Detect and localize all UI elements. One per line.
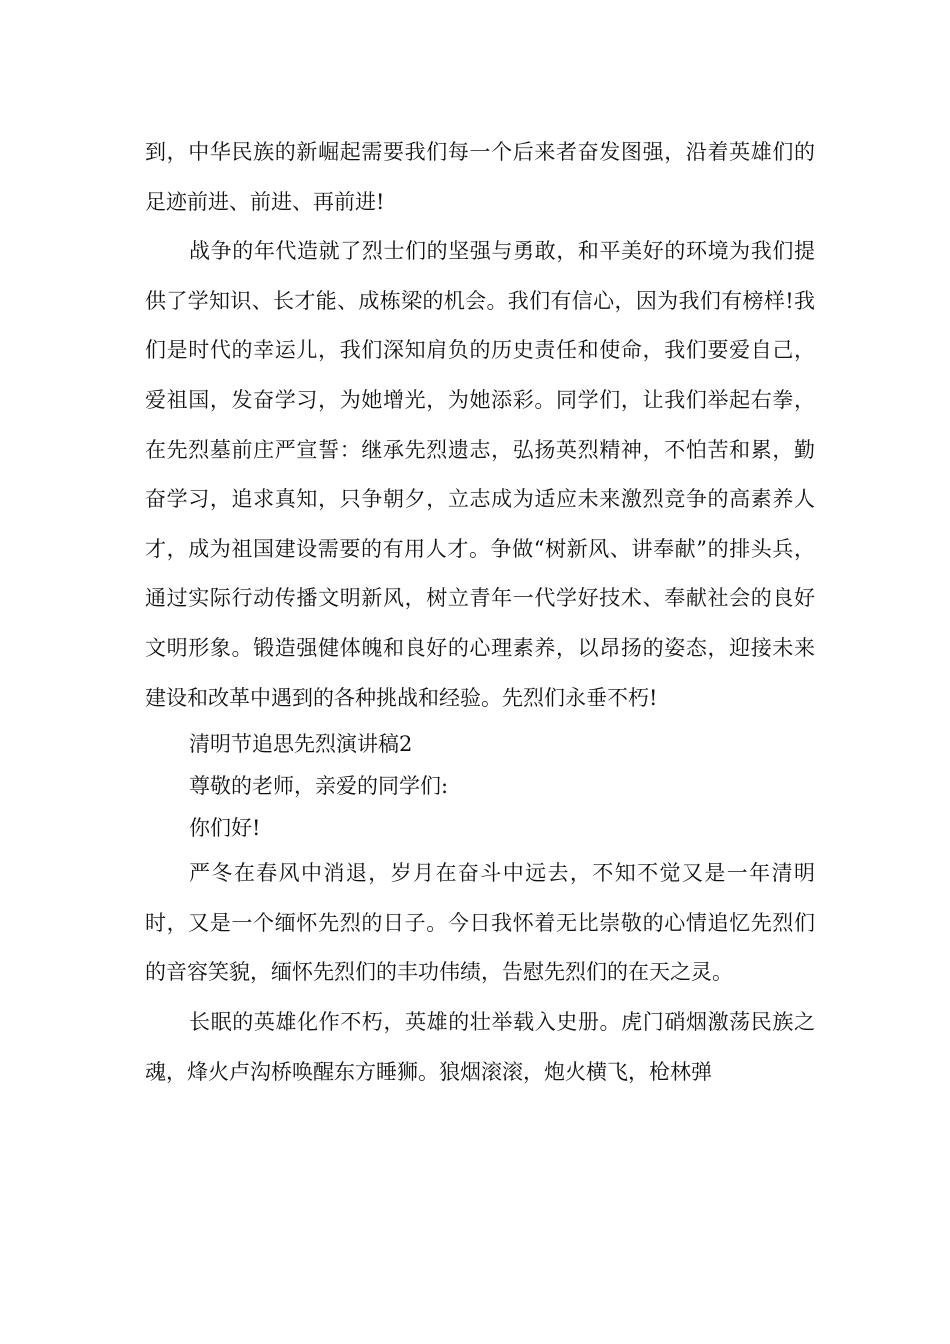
salutation: 尊敬的老师，亲爱的同学们:: [189, 774, 449, 799]
paragraph-war-era: 战争的年代造就了烈士们的坚强与勇敢，和平美好的环境为我们提供了学知识、长才能、成栋梁的机会。我们有信心，因为我们有榜样!我们是时代的幸运儿，我们深知肩负的历史责任和使命，我们要爱自己，爱祖国，发奋学习，为她增光，为她添彩。同学们，让我们举起右拳，在先烈墓前庄严宣誓：继承先烈遗志，弘扬英烈精神，不怕苦和累，勤奋学习，追求真知，只争朝夕，立志成为适应未来激烈竞争的高素养人才，成为祖国建设需要的有用人才。争做“树新风、讲奉献”的排头兵，通过实际行动传播文明新风，树立青年一代学好技术、奉献社会的良好文明形象。锻造强健体魄和良好的心理素养，以昂扬的姿态，迎接未来建设和改革中遇到的各种挑战和经验。先烈们永垂不朽!: [145, 239, 815, 710]
paragraph-continuation: 到，中华民族的新崛起需要我们每一个后来者奋发图强，沿着英雄们的足迹前进、前进、再前进!: [145, 140, 815, 214]
greeting: 你们好!: [189, 816, 261, 841]
paragraph-heroes: 长眠的英雄化作不朽，英雄的壮举载入史册。虎门硝烟激荡民族之魂，烽火卢沟桥唤醒东方睡狮。狼烟滚滚，炮火横飞，枪林弹: [145, 1009, 815, 1084]
paragraph-qingming: 严冬在春风中消退，岁月在奋斗中远去，不知不觉又是一年清明时，又是一个缅怀先烈的日子。今日我怀着无比崇敬的心情追忆先烈们的音容笑貌，缅怀先烈们的丰功伟绩，告慰先烈们的在天之灵。: [145, 861, 815, 985]
document-body: [145, 128, 815, 1097]
speech-title: 清明节追思先烈演讲稿2: [189, 732, 413, 757]
